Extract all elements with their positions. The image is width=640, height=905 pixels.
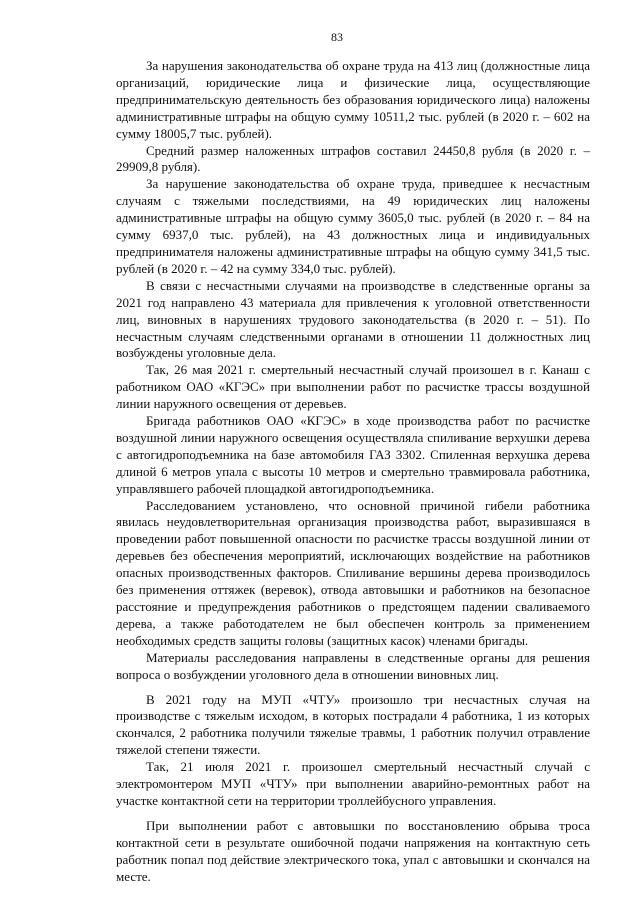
paragraph-materials-sent: Материалы расследования направлены в следственные органы для решения вопроса о возбуждении уголовного дела в отношении виновных лиц. (116, 649, 590, 682)
page-number: 83 (331, 30, 343, 44)
paragraph-kges-brigade: Бригада работников ОАО «КГЭС» в ходе производства работ по расчистке воздушной линии наружного освещения осуществляла спиливание верхушки дерева с автогидроподъемника на базе автомобиля ГАЗ 3302. Спиленная верхушка дерева длиной 6 метров упала с высоты 10 метров и смертельно травмировала работника, управлявшего рабочей площадкой автогидроподъемника. (116, 413, 590, 496)
paragraph-serious-consequences: За нарушение законодательства об охране труда, приведшее к несчастным случаям с тяжелыми последствиями, на 49 юридических лиц наложены административные штрафы на общую сумму 3605,0 тыс. рублей (в 2020 г. – 84 на сумму 6937,0 тыс. рублей), на 43 должностных лица и индивидуальных предпринимателя наложены административные штрафы на общую сумму 341,5 тыс. рублей (в 2020 г. – 42 на сумму 334,0 тыс. рублей). (116, 176, 590, 276)
paragraph-electric-shock: При выполнении работ с автовышки по восстановлению обрыва троса контактной сети в результате ошибочной подачи напряжения на контактную сеть работник попал под действие электрического тока, упал с автовышки и скончался на месте. (116, 817, 590, 884)
paragraph-investigative-bodies: В связи с несчастными случаями на производстве в следственные органы за 2021 год направлено 43 материала для привлечения к уголовной ответственности лиц, виновных в нарушениях трудового законодательства (в 2020 г. – 51). По несчастным случаям следственными органами в отношении 11 должностных лиц возбуждены уголовные дела. (116, 277, 590, 361)
paragraph-average-fine: Средний размер наложенных штрафов составил 24450,8 рубля (в 2020 г. – 29909,8 рубля). (116, 142, 590, 175)
paragraph-electrician-case: Так, 21 июля 2021 г. произошел смертельный несчастный случай с электромонтером МУП «ЧТУ» при выполнении аварийно-ремонтных работ на участке контактной сети на территории троллейбусного управления. (116, 759, 590, 808)
paragraph-chtu-accidents: В 2021 году на МУП «ЧТУ» произошло три несчастных случая на производстве с тяжелым исходом, в которых пострадали 4 работника, 1 из которых скончался, 2 работника получили тяжелые травмы, 1 работник получил отравление тяжелой степени тяжести. (116, 691, 590, 758)
paragraph-investigation-findings: Расследованием установлено, что основной причиной гибели работника явилась неудовлетворительная организация производства работ, выразившаяся в проведении работ повышенной опасности по расчистке трассы воздушной линии от деревьев без обеспечения мероприятий, исключающих воздействие на работников опасных производственных факторов. Спиливание вершины дерева производилось без применения оттяжек (веревок), отвода автовышки и работников на безопасное расстояние и предупреждения работников о предстоящем падении сваливаемого дерева, а также работодателем не был обеспечен контроль за применением необходимых средств защиты головы (защитных касок) членами бригады. (116, 497, 590, 648)
paragraph-kanash-case: Так, 26 мая 2021 г. смертельный несчастный случай произошел в г. Канаш с работником ОАО «КГЭС» при выполнении работ по расчистке трассы воздушной линии наружного освещения от деревьев. (116, 362, 590, 412)
paragraph-fines-413: За нарушения законодательства об охране труда на 413 лиц (должностные лица организаций, юридические лица и физические лица, осуществляющие предпринимательскую деятельность без образования юридического лица) наложены административные штрафы на общую сумму 10511,2 тыс. рублей (в 2020 г. – 602 на сумму 18005,7 тыс. рублей). (116, 58, 590, 141)
